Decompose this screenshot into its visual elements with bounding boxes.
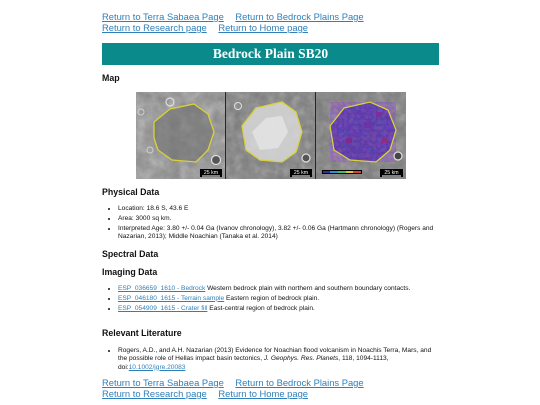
imaging-data-list — [108, 285, 436, 314]
link-bedrock-plains-bottom[interactable]: Return to Bedrock Plains Page — [235, 377, 364, 388]
link-home-bottom[interactable]: Return to Home page — [218, 388, 309, 399]
link-research-bottom[interactable]: Return to Research page — [102, 388, 207, 399]
map-image — [136, 92, 406, 179]
list-item: • Location: 18.6 S, 43.6 E — [118, 205, 436, 213]
top-nav-row-2 — [102, 22, 317, 33]
imaging-description: Western bedrock plain with northern and southern boundary contacts. — [205, 285, 411, 292]
doi-link[interactable]: 10.1002/jgre.20083 — [128, 363, 186, 371]
link-bedrock-plains-top[interactable]: Return to Bedrock Plains Page — [235, 11, 364, 22]
link-terra-sabaea-bottom[interactable]: Return to Terra Sabaea Page — [102, 377, 224, 388]
hirise-link-bedrock[interactable]: ESP_036659_1610 - Bedrock — [118, 285, 206, 292]
scale-label-2: 25 km — [293, 170, 309, 176]
list-item — [118, 305, 436, 313]
list-item — [118, 295, 436, 303]
map-panel-context — [136, 92, 225, 179]
page-title: Bedrock Plain SB20 — [102, 43, 439, 65]
literature-list — [108, 347, 436, 373]
link-research-top[interactable]: Return to Research page — [102, 22, 207, 33]
section-heading-physical: Physical Data — [102, 187, 160, 197]
section-heading-spectral: Spectral Data — [102, 249, 159, 259]
top-nav-row-1 — [102, 11, 373, 22]
section-heading-literature: Relevant Literature — [102, 328, 182, 338]
link-terra-sabaea-top[interactable]: Return to Terra Sabaea Page — [102, 11, 224, 22]
section-heading-map: Map — [102, 73, 120, 83]
map-panel-spectral — [316, 92, 406, 179]
bottom-nav-row-2 — [102, 388, 317, 399]
list-item: • Area: 3000 sq km. — [118, 215, 436, 223]
physical-data-list — [108, 205, 436, 243]
journal-name: J. Geophys. Res. Planets — [263, 355, 339, 363]
list-item — [118, 285, 436, 293]
imaging-description: East-central region of bedrock plain. — [207, 304, 315, 312]
map-panel-albedo — [226, 92, 315, 179]
bottom-nav-row-1 — [102, 377, 373, 388]
hirise-link-crater-fill[interactable]: ESP_054909_1615 - Crater fill — [118, 304, 208, 312]
list-item: • Interpreted Age: 3.80 +/- 0.04 Ga (Ivanov chronology), 3.82 +/- 0.06 Ga (Hartmann chronology) (Rogers and Nazarian, 2013); Middle Noachian (Tanaka et al. 2014) — [118, 225, 436, 242]
citation-text: Rogers, A.D., and A.H. Nazarian (2013) Evidence for Noachian flood volcanism in Noachis Terra, Mars, and the possible role of Hellas impact basin tectonics, — [118, 347, 432, 363]
link-home-top[interactable]: Return to Home page — [218, 22, 309, 33]
list-item — [118, 347, 436, 372]
imaging-description: Eastern region of bedrock plain. — [224, 294, 320, 302]
scale-label-1: 25 km — [203, 170, 219, 176]
citation-text: , 118, 1094-1113, doi: — [118, 355, 389, 371]
scale-label-3: 25 km — [384, 170, 399, 176]
section-heading-imaging: Imaging Data — [102, 267, 158, 277]
hirise-link-terrain-sample[interactable]: ESP_046180_1615 - Terrain sample — [118, 294, 225, 302]
